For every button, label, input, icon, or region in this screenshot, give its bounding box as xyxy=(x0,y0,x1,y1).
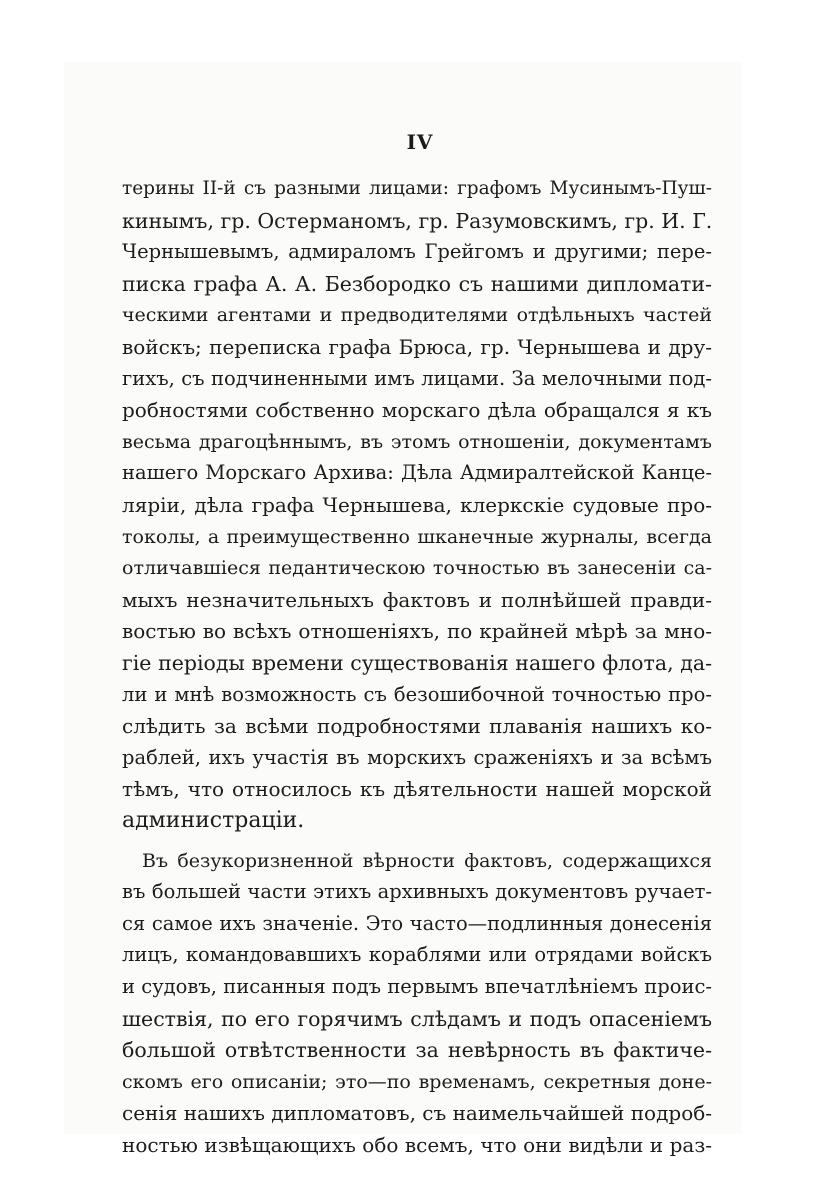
text-line: кинымъ, гр. Остерманомъ, гр. Разумовскимъ, гр. И. Г. xyxy=(122,208,712,233)
text-line: терины II-й съ разными лицами: графомъ Мусинымъ-Пуш- xyxy=(122,178,712,199)
text-line: администраціи. xyxy=(122,808,305,833)
text-line: мыхъ незначительныхъ фактовъ и полнѣйшей правди- xyxy=(122,587,712,612)
text-line: ся самое ихъ значеніе. Это часто—подлинныя донесенія xyxy=(122,911,712,935)
text-line: большой отвѣтственности за невѣрность въ фактиче- xyxy=(122,1038,712,1063)
text-line: Чернышевымъ, адмираломъ Грейгомъ и другими; пере- xyxy=(122,240,712,264)
text-line: востью во всѣхъ отношеніяхъ, по крайней мѣрѣ за мно- xyxy=(122,619,712,644)
text-line: въ большей части этихъ архивныхъ документовъ ручает- xyxy=(122,880,712,904)
text-line: отличавшіеся педантическою точностью въ занесеніи са- xyxy=(122,557,712,580)
page-number: IV xyxy=(406,130,434,154)
text-line: ностью извѣщающихъ обо всемъ, что они видѣли и раз- xyxy=(122,1133,712,1157)
text-line: сенія нашихъ дипломатовъ, съ наимельчайшей подроб- xyxy=(122,1101,712,1126)
text-line: нашего Морскаго Архива: Дѣла Адмиралтейской Канце- xyxy=(122,461,712,485)
text-line: войскъ; переписка графа Брюса, гр. Чернышева и дру- xyxy=(122,335,712,359)
text-line: гихъ, съ подчиненными имъ лицами. За мелочными под- xyxy=(122,366,712,390)
text-line: гіе періоды времени существованія нашего флота, да- xyxy=(122,651,712,675)
text-line: слѣдить за всѣми подробностями плаванія нашихъ ко- xyxy=(122,714,712,739)
text-line: токолы, а преимущественно шканечные журналы, всегда xyxy=(122,525,712,548)
text-line: лицъ, командовавшихъ кораблями или отрядами войскъ xyxy=(122,943,712,967)
text-line: ческими агентами и предводителями отдѣльныхъ частей xyxy=(122,304,712,327)
text-line: Въ безукоризненной вѣрности фактовъ, содержащихся xyxy=(142,849,712,872)
text-line: весьма драгоцѣннымъ, въ этомъ отношеніи, документамъ xyxy=(122,430,712,453)
text-line: тѣмъ, что относилось къ дѣятельности нашей морской xyxy=(122,777,712,802)
text-line: ляріи, дѣла графа Чернышева, клеркскіе судовые про- xyxy=(122,493,712,517)
text-line: скомъ его описаніи; это—по временамъ, секретныя доне- xyxy=(122,1070,712,1093)
text-line: писка графа А. А. Безбородко съ нашими дипломати- xyxy=(122,271,712,296)
text-line: шествія, по его горячимъ слѣдамъ и подъ опасеніемъ xyxy=(122,1006,712,1031)
text-line: раблей, ихъ участія въ морскихъ сраженіяхъ и за всѣмъ xyxy=(122,745,712,769)
text-line: и судовъ, писанныя подъ первымъ впечатлѣніемъ проис- xyxy=(122,975,712,998)
text-line: робностями собственно морскаго дѣла обращался я къ xyxy=(122,398,712,423)
text-line: ли и мнѣ возможность съ безошибочной точностью про- xyxy=(122,682,712,706)
